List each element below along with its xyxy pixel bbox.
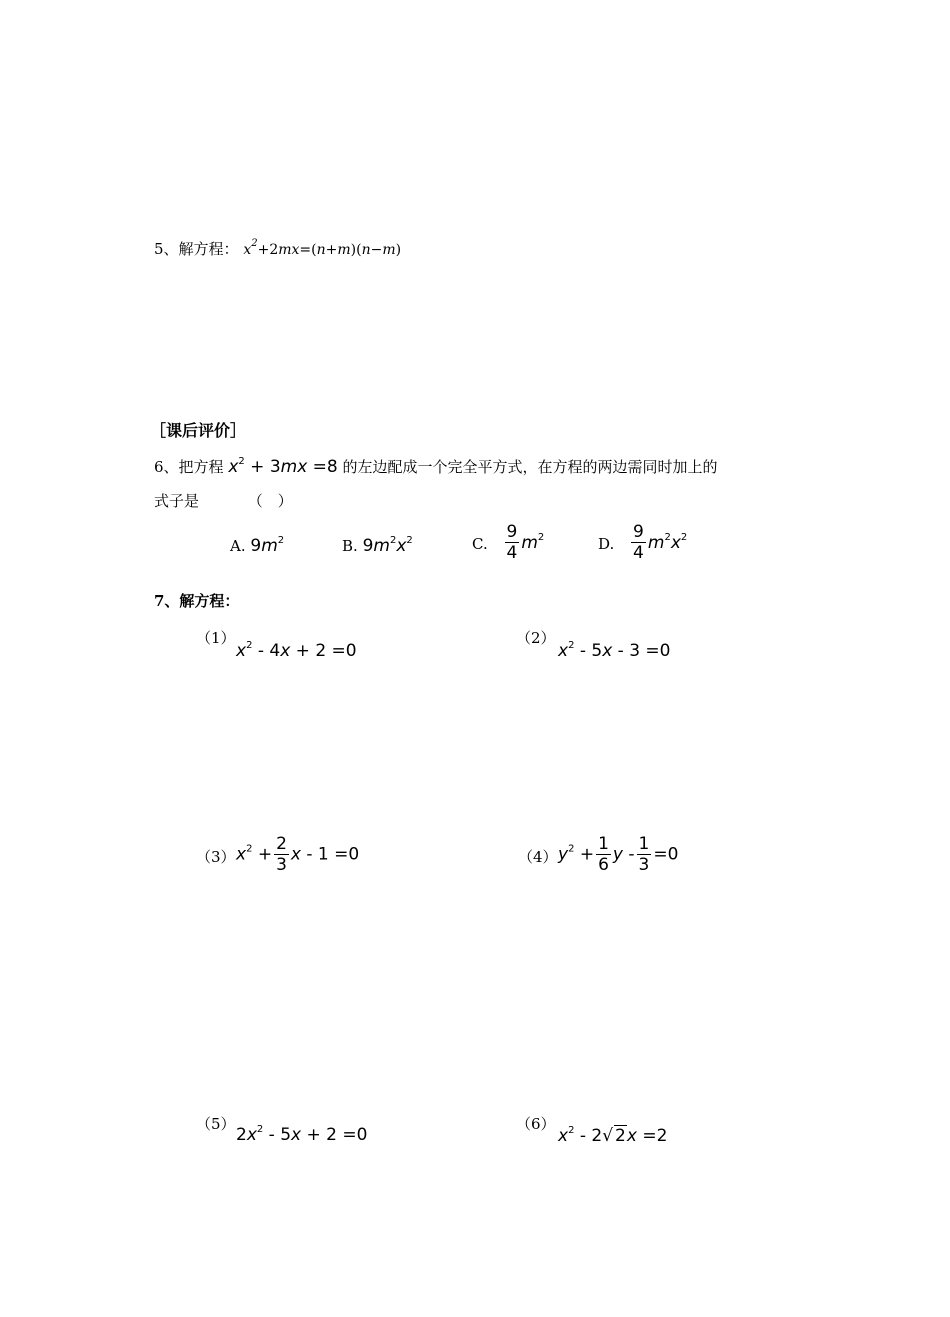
q6-prefix: 6、把方程 xyxy=(154,458,224,476)
q6-stem-end: 式子是 xyxy=(154,492,200,510)
q5-line xyxy=(154,238,401,259)
q7-item-6-equation: $x^2 - 2√$ 2x =2 xyxy=(558,1125,668,1146)
q7-item-6-label: （6） xyxy=(516,1115,556,1133)
q7-item-5-label: （5） xyxy=(196,1115,236,1133)
q7-item-1-equation: $x^2 - 4x + 2 =0$ xyxy=(236,640,357,661)
q6-line1 xyxy=(154,456,718,477)
q7-item-2-equation: $x^2 - 5x - 3 =0$ xyxy=(558,640,671,661)
q5-prefix: 5、解方程： xyxy=(154,240,239,258)
option-label: A. xyxy=(230,537,246,555)
q7-item-5-equation: $2x^2 - 5x + 2 =0$ xyxy=(236,1124,368,1145)
q7-item-4-equation: $y^2$ + $\frac{1}{6}$ y - $\frac{1}{3}$ =0 xyxy=(558,834,679,875)
q6-answer-paren: （ ） xyxy=(247,492,293,510)
q7-title: 7、解方程： xyxy=(154,592,240,610)
option-value: $\frac{9}{4}$ $m^2x^2$ xyxy=(633,522,688,563)
q7-item-3-equation: $x^2$ + $\frac{2}{3}$ x - 1 =0 xyxy=(236,834,360,875)
q6-line2 xyxy=(154,490,293,511)
q5-equation: $x^2+2mx=(n+m)(n-m)$ xyxy=(243,238,402,258)
q6-option-d xyxy=(598,522,687,563)
q6-equation: $x^2 + 3mx =8$ xyxy=(228,456,338,477)
q6-suffix: 的左边配成一个完全平方式，在方程的两边需同时加上的 xyxy=(342,458,718,476)
q7-item-2-label: （2） xyxy=(516,629,556,647)
q7-item-1-label: （1） xyxy=(196,629,236,647)
q6-option-a xyxy=(230,536,284,556)
option-label: D. xyxy=(598,534,615,553)
q7-item-4-label: （4） xyxy=(518,848,558,866)
option-value: $9m^2x^2$ xyxy=(362,535,413,556)
q6-option-b xyxy=(342,536,413,556)
q6-option-c xyxy=(472,522,544,563)
q7-item-3-label: （3） xyxy=(196,848,236,866)
option-value: $\frac{9}{4}$ $m^2$ xyxy=(506,522,545,563)
option-label: B. xyxy=(342,537,358,555)
section-title: ［课后评价］ xyxy=(150,421,247,440)
option-value: $9m^2$ xyxy=(250,535,285,556)
option-label: C. xyxy=(472,534,488,553)
